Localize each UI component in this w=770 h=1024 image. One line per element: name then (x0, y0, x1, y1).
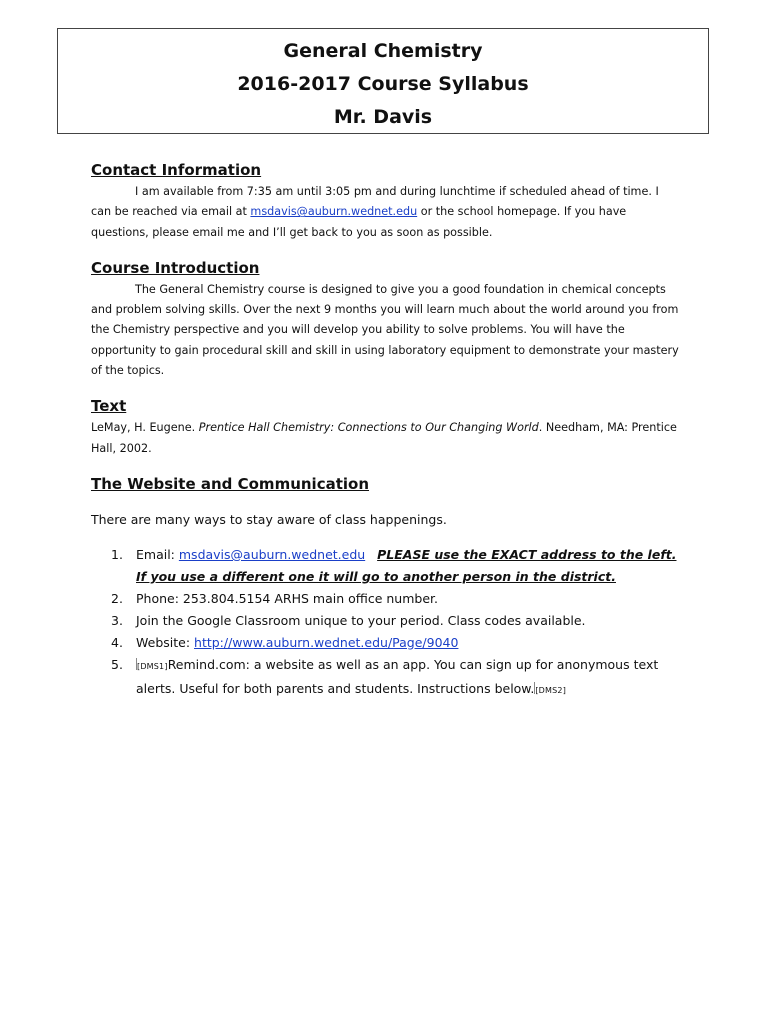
email-link[interactable]: msdavis@auburn.wednet.edu (178, 546, 366, 562)
list-number: 1. (111, 546, 123, 562)
text-citation (91, 418, 681, 459)
list-item-classroom (91, 610, 681, 632)
intro-section (91, 256, 681, 381)
document-body (91, 158, 681, 702)
website-label: Website: (136, 634, 195, 650)
communication-list (91, 544, 681, 702)
list-item-email (91, 544, 681, 588)
list-number: 3. (111, 612, 123, 628)
list-item-phone (91, 588, 681, 610)
teacher-name: Mr. Davis (333, 106, 433, 128)
list-number: 5. (111, 656, 123, 672)
list-item-website (91, 632, 681, 654)
contact-paragraph (91, 182, 681, 243)
website-intro: There are many ways to stay aware of class happenings. (91, 511, 447, 527)
course-title: General Chemistry (283, 40, 483, 62)
website-link[interactable]: http://www.auburn.wednet.edu/Page/9040 (194, 634, 459, 650)
intro-heading: Course Introduction (91, 258, 260, 277)
email-warning: PLEASE use the EXACT address to the left. If you use a different one it will go to another person in the district. (136, 546, 677, 584)
comment-ref-2[interactable]: [DMS2] (535, 685, 567, 695)
citation-author: LeMay, H. Eugene. (91, 421, 199, 435)
contact-section (91, 158, 681, 243)
citation-publisher: . Needham, MA: Prentice Hall, 2002. (91, 421, 677, 455)
contact-heading: Contact Information (91, 161, 262, 179)
phone-text: Phone: 253.804.5154 ARHS main office number. (136, 590, 438, 606)
classroom-text: Join the Google Classroom unique to your period. Class codes available. (136, 612, 586, 628)
contact-email-link[interactable]: msdavis@auburn.wednet.edu (250, 205, 418, 219)
intro-paragraph: The General Chemistry course is designed to give you a good foundation in chemical concepts and problem solving skills. Over the next 9 months you will learn much about the world around you from the Chemistry perspective and you will develop you ability to solve problems. You will have the opportunity to gain procedural skill and skill in using laboratory equipment to demonstrate your mastery of the topics. (91, 282, 679, 378)
list-number: 4. (111, 634, 123, 650)
email-label: Email: (136, 546, 179, 562)
website-heading: The Website and Communication (91, 474, 370, 493)
contact-text-b: or the school homepage. If you have questions, please email me and I’ll get back to you as soon as possible. (91, 205, 627, 239)
contact-text-a: I am available from 7:35 am until 3:05 pm and during lunchtime if scheduled ahead of time. I can be reached via email at (91, 185, 659, 219)
list-item-remind (91, 654, 681, 702)
website-section (91, 472, 681, 702)
title-box (57, 28, 709, 134)
text-heading: Text (91, 397, 127, 416)
remind-text: Remind.com: a website as well as an app. You can sign up for anonymous text alerts. Useful for both parents and students. Instructions below. (136, 656, 659, 696)
comment-ref-1[interactable]: [DMS1] (137, 661, 168, 671)
syllabus-year: 2016-2017 Course Syllabus (237, 73, 529, 95)
citation-book-title: Prentice Hall Chemistry: Connections to Our Changing World (198, 421, 539, 435)
list-number: 2. (111, 590, 123, 606)
text-section (91, 394, 681, 459)
